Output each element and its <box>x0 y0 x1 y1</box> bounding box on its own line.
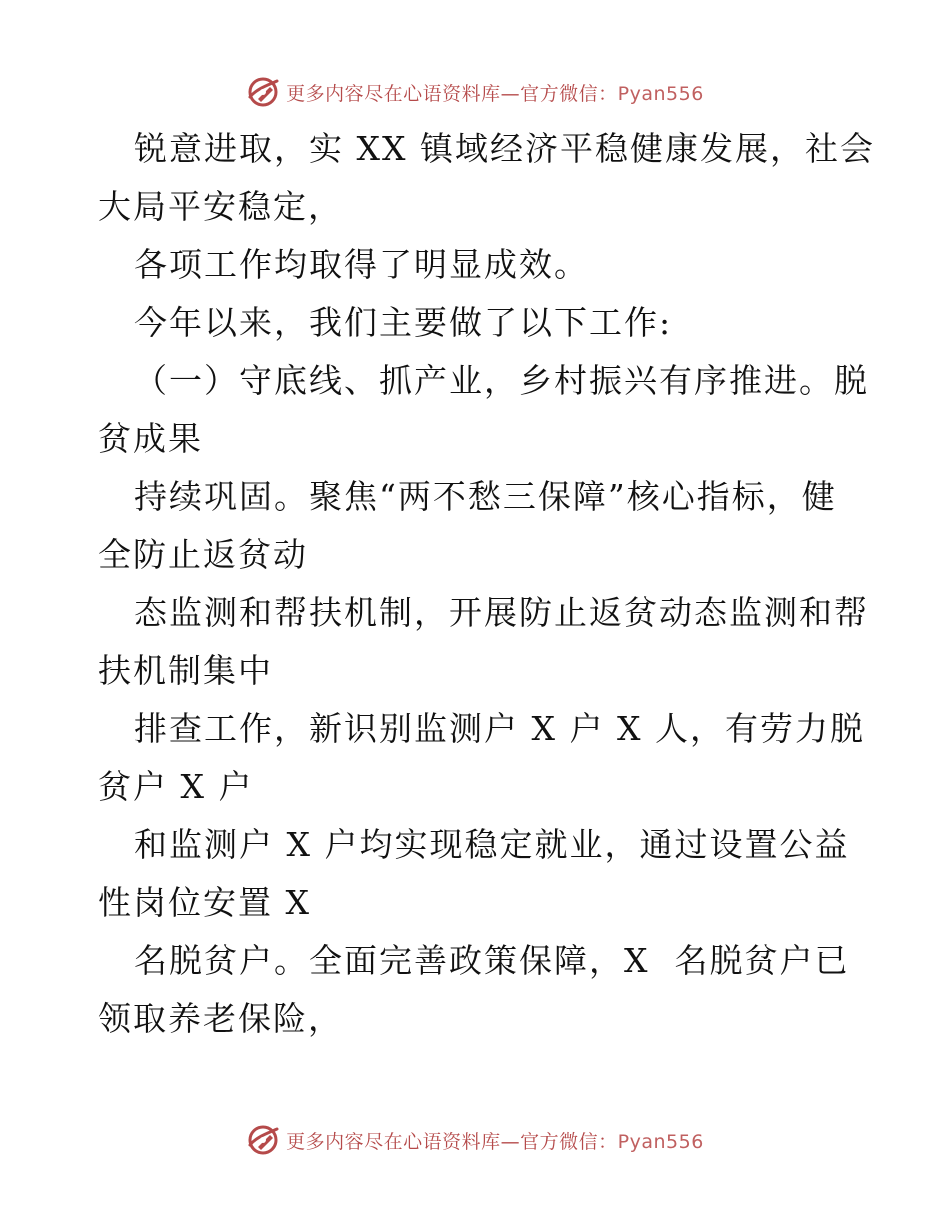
header-watermark-text <box>286 79 704 106</box>
text-line: 扶机制集中 <box>98 651 273 690</box>
pen-logo-icon <box>246 75 280 109</box>
footer-watermark-text <box>286 1127 704 1154</box>
text-line: 锐意进取，实 XX 镇域经济平稳健康发展，社会 <box>134 129 875 168</box>
text-line: 名脱贫户。全面完善政策保障，X 名脱贫户已 <box>134 941 850 980</box>
pen-logo-icon <box>246 1123 280 1157</box>
text-line: 持续巩固。聚焦“两不愁三保障”核心指标，健 <box>134 477 837 516</box>
text-line: 和监测户 X 户均实现稳定就业，通过设置公益 <box>134 825 850 864</box>
text-line: 性岗位安置 X <box>98 883 311 922</box>
text-line: （一）守底线、抓产业，乡村振兴有序推进。脱 <box>134 361 869 400</box>
text-line: 全防止返贫动 <box>98 535 308 574</box>
document-body <box>98 120 875 1048</box>
text-line: 态监测和帮扶机制，开展防止返贫动态监测和帮 <box>134 593 869 632</box>
text-line: 领取养老保险， <box>98 999 343 1038</box>
header-banner-label: 更多内容尽在心语资料库—官方微信： <box>286 82 618 105</box>
text-line: 排查工作，新识别监测户 X 户 X 人，有劳力脱 <box>134 709 865 748</box>
text-line: 各项工作均取得了明显成效。 <box>134 245 589 284</box>
text-line: 大局平安稳定， <box>98 187 343 226</box>
footer-banner-label: 更多内容尽在心语资料库—官方微信： <box>286 1130 618 1153</box>
text-line: 贫户 X 户 <box>98 767 254 806</box>
footer-watermark <box>0 1120 950 1160</box>
text-line: 今年以来，我们主要做了以下工作: <box>134 303 673 342</box>
text-line: 贫成果 <box>98 419 203 458</box>
footer-banner-id: Pyan556 <box>617 1130 704 1153</box>
header-watermark <box>0 72 950 112</box>
header-banner-id: Pyan556 <box>617 82 704 105</box>
